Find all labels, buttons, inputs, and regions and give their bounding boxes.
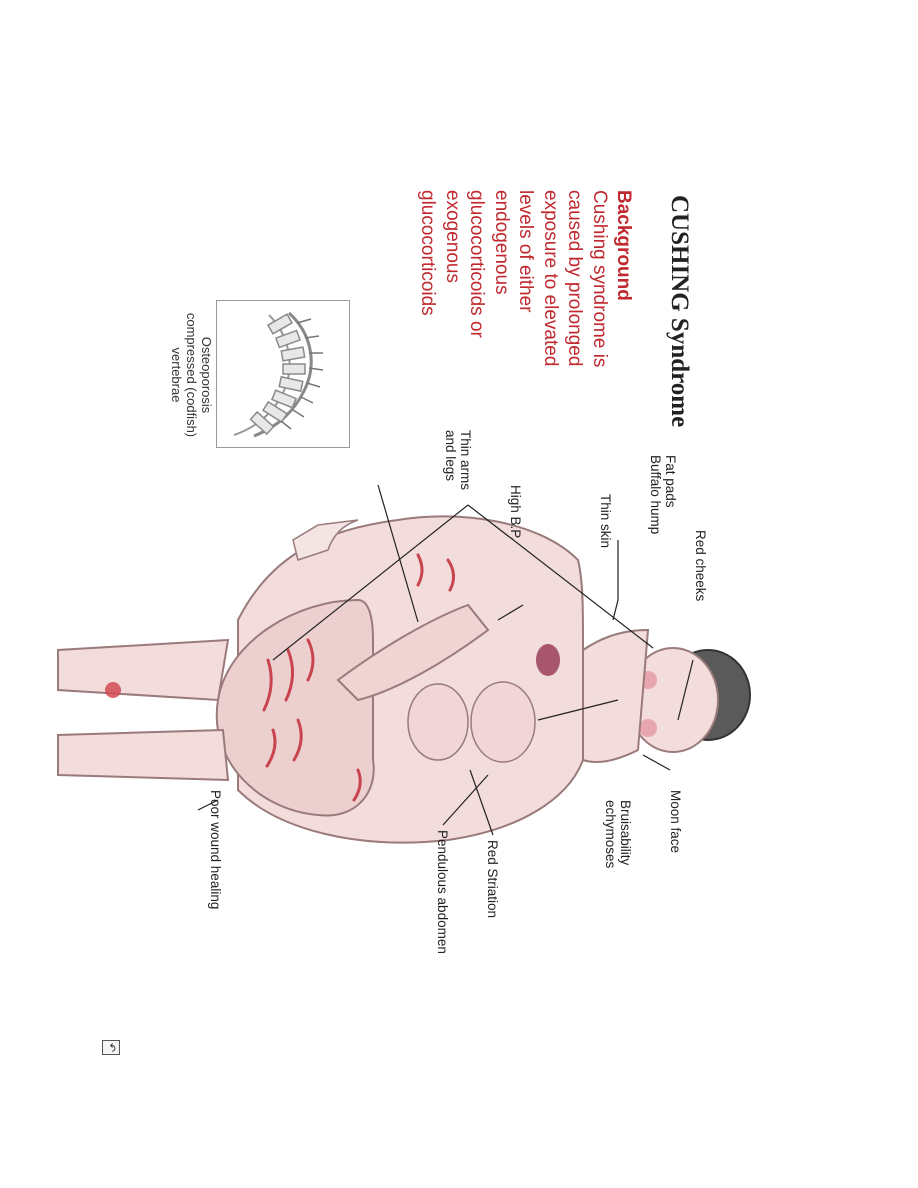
label-high-bp: High B.P.: [508, 485, 523, 541]
label-buffalo-hump-line: Buffalo hump: [648, 455, 663, 535]
background-line: caused by prolonged: [564, 190, 586, 367]
vertebrae-caption-line: Osteoporosis: [199, 336, 214, 414]
page-title: CUSHING Syndrome: [666, 195, 693, 428]
label-fat-pads-line: Fat pads: [663, 455, 678, 508]
label-thin-arms-line: Thin arms: [458, 430, 473, 491]
label-poor-wound-healing: Poor wound healing: [208, 790, 223, 910]
background-line: exogenous: [442, 190, 463, 283]
background-line: glucocorticoids or: [466, 190, 488, 338]
label-thin-limbs: [443, 430, 473, 490]
label-red-cheeks: Red cheeks: [693, 530, 708, 602]
label-bruisability: [603, 800, 633, 868]
background-line: exposure to elevated: [540, 190, 561, 367]
label-pendulous-abdomen: Pendulous abdomen: [435, 830, 450, 954]
vertebrae-caption-line: vertebrae: [169, 347, 184, 403]
background-line: glucocorticoids: [417, 190, 439, 316]
background-line: levels of either: [515, 190, 537, 313]
page-corner-icon: ↶: [102, 1040, 120, 1055]
label-moon-face: Moon face: [668, 790, 683, 854]
label-red-striation: Red Striation: [485, 840, 500, 919]
background-line: endogenous: [491, 190, 512, 295]
label-echymoses-line: echymoses: [603, 800, 618, 869]
label-and-legs-line: and legs: [443, 430, 458, 482]
label-thin-skin: Thin skin: [598, 494, 613, 549]
body-figure: [58, 516, 750, 842]
background-heading: Background: [613, 190, 634, 301]
label-bruisability-line: Bruisability: [618, 800, 633, 866]
vertebrae-caption-line: compressed (codfish): [184, 312, 199, 438]
background-line: Cushing syndrome is: [589, 190, 610, 368]
label-fat-pads: [648, 455, 678, 534]
